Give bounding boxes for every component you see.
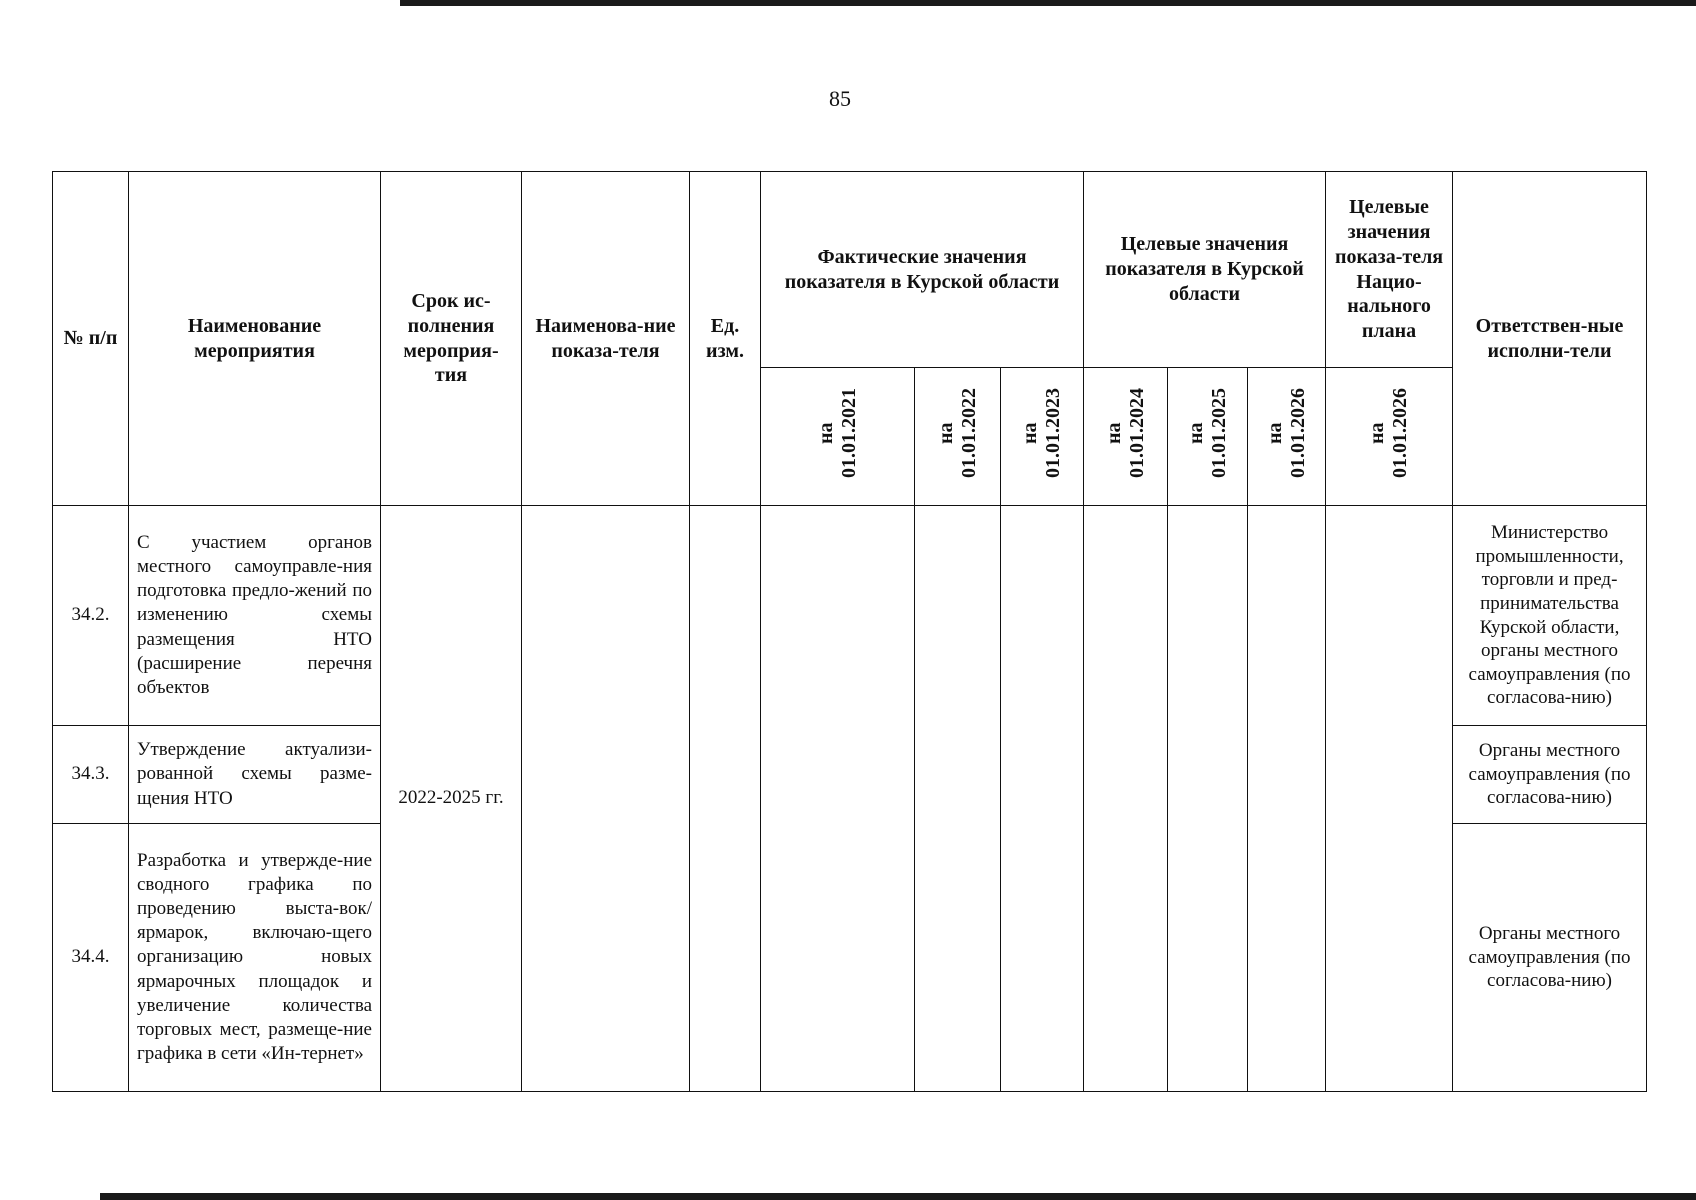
header-date: 01.01.2026 [1286, 387, 1309, 478]
date-prefix: на [1366, 422, 1389, 444]
header-responsible: Ответствен-ные исполни-тели [1453, 172, 1647, 506]
date-prefix: на [814, 422, 837, 444]
header-num: № п/п [53, 172, 129, 506]
value-cell [915, 506, 1001, 1092]
unit-cell [690, 506, 761, 1092]
responsible-executors: Министерство промышленности, торговли и пред-принимательства Курской области, органы местного самоуправления (по согласова-нию) [1453, 506, 1647, 726]
header-date: 01.01.2024 [1125, 387, 1148, 478]
date-prefix: на [1019, 422, 1042, 444]
value-cell [1248, 506, 1326, 1092]
responsible-executors: Органы местного самоуправления (по согласова-нию) [1453, 726, 1647, 824]
header-date-cell [1326, 368, 1453, 506]
indicator-cell [522, 506, 690, 1092]
table-row [53, 506, 1647, 726]
value-cell [1084, 506, 1168, 1092]
scan-top-edge [400, 0, 1696, 6]
value-cell [1001, 506, 1084, 1092]
header-indicator-name: Наименова-ние показа-теля [522, 172, 690, 506]
header-date-cell [1001, 368, 1084, 506]
date-prefix: на [1263, 422, 1286, 444]
header-date: 01.01.2023 [1042, 387, 1065, 478]
date-prefix: на [1102, 422, 1125, 444]
value-cell [1168, 506, 1248, 1092]
header-measure-name: Наименование мероприятия [129, 172, 381, 506]
date-prefix: на [1184, 422, 1207, 444]
header-date: 01.01.2025 [1207, 387, 1230, 478]
header-date: 01.01.2026 [1389, 387, 1412, 478]
date-prefix: на [934, 422, 957, 444]
header-date: 01.01.2021 [837, 387, 860, 478]
header-date-cell [1248, 368, 1326, 506]
header-row [53, 172, 1647, 368]
header-actual-values: Фактические значения показателя в Курской области [761, 172, 1084, 368]
row-number: 34.3. [53, 726, 129, 824]
header-deadline: Срок ис-полнения мероприя-тия [381, 172, 522, 506]
measures-table [52, 171, 1647, 1092]
header-date-cell [915, 368, 1001, 506]
header-target-values: Целевые значения показателя в Курской области [1084, 172, 1326, 368]
value-cell [761, 506, 915, 1092]
header-date-cell [761, 368, 915, 506]
header-date-cell [1084, 368, 1168, 506]
header-date: 01.01.2022 [957, 387, 980, 478]
responsible-executors: Органы местного самоуправления (по согласова-нию) [1453, 824, 1647, 1092]
header-date-cell [1168, 368, 1248, 506]
page-number: 85 [829, 86, 851, 111]
row-number: 34.4. [53, 824, 129, 1092]
header-unit: Ед. изм. [690, 172, 761, 506]
scan-bottom-edge [100, 1193, 1696, 1200]
header-national-target: Целевые значения показа-теля Нацио-нального плана [1326, 172, 1453, 368]
measure-name: С участием органов местного самоуправле-ния подготовка предло-жений по изменению схемы размещения НТО (расширение перечня объектов [129, 506, 381, 726]
row-number: 34.2. [53, 506, 129, 726]
measure-name: Утверждение актуализи-рованной схемы разме-щения НТО [129, 726, 381, 824]
deadline-value: 2022-2025 гг. [381, 506, 522, 1092]
value-cell [1326, 506, 1453, 1092]
measure-name: Разработка и утвержде-ние сводного графика по проведению выста-вок/ярмарок, включаю-щего организацию новых ярмарочных площадок и увеличение количества торговых мест, размеще-ние графика в сети «Ин-тернет» [129, 824, 381, 1092]
